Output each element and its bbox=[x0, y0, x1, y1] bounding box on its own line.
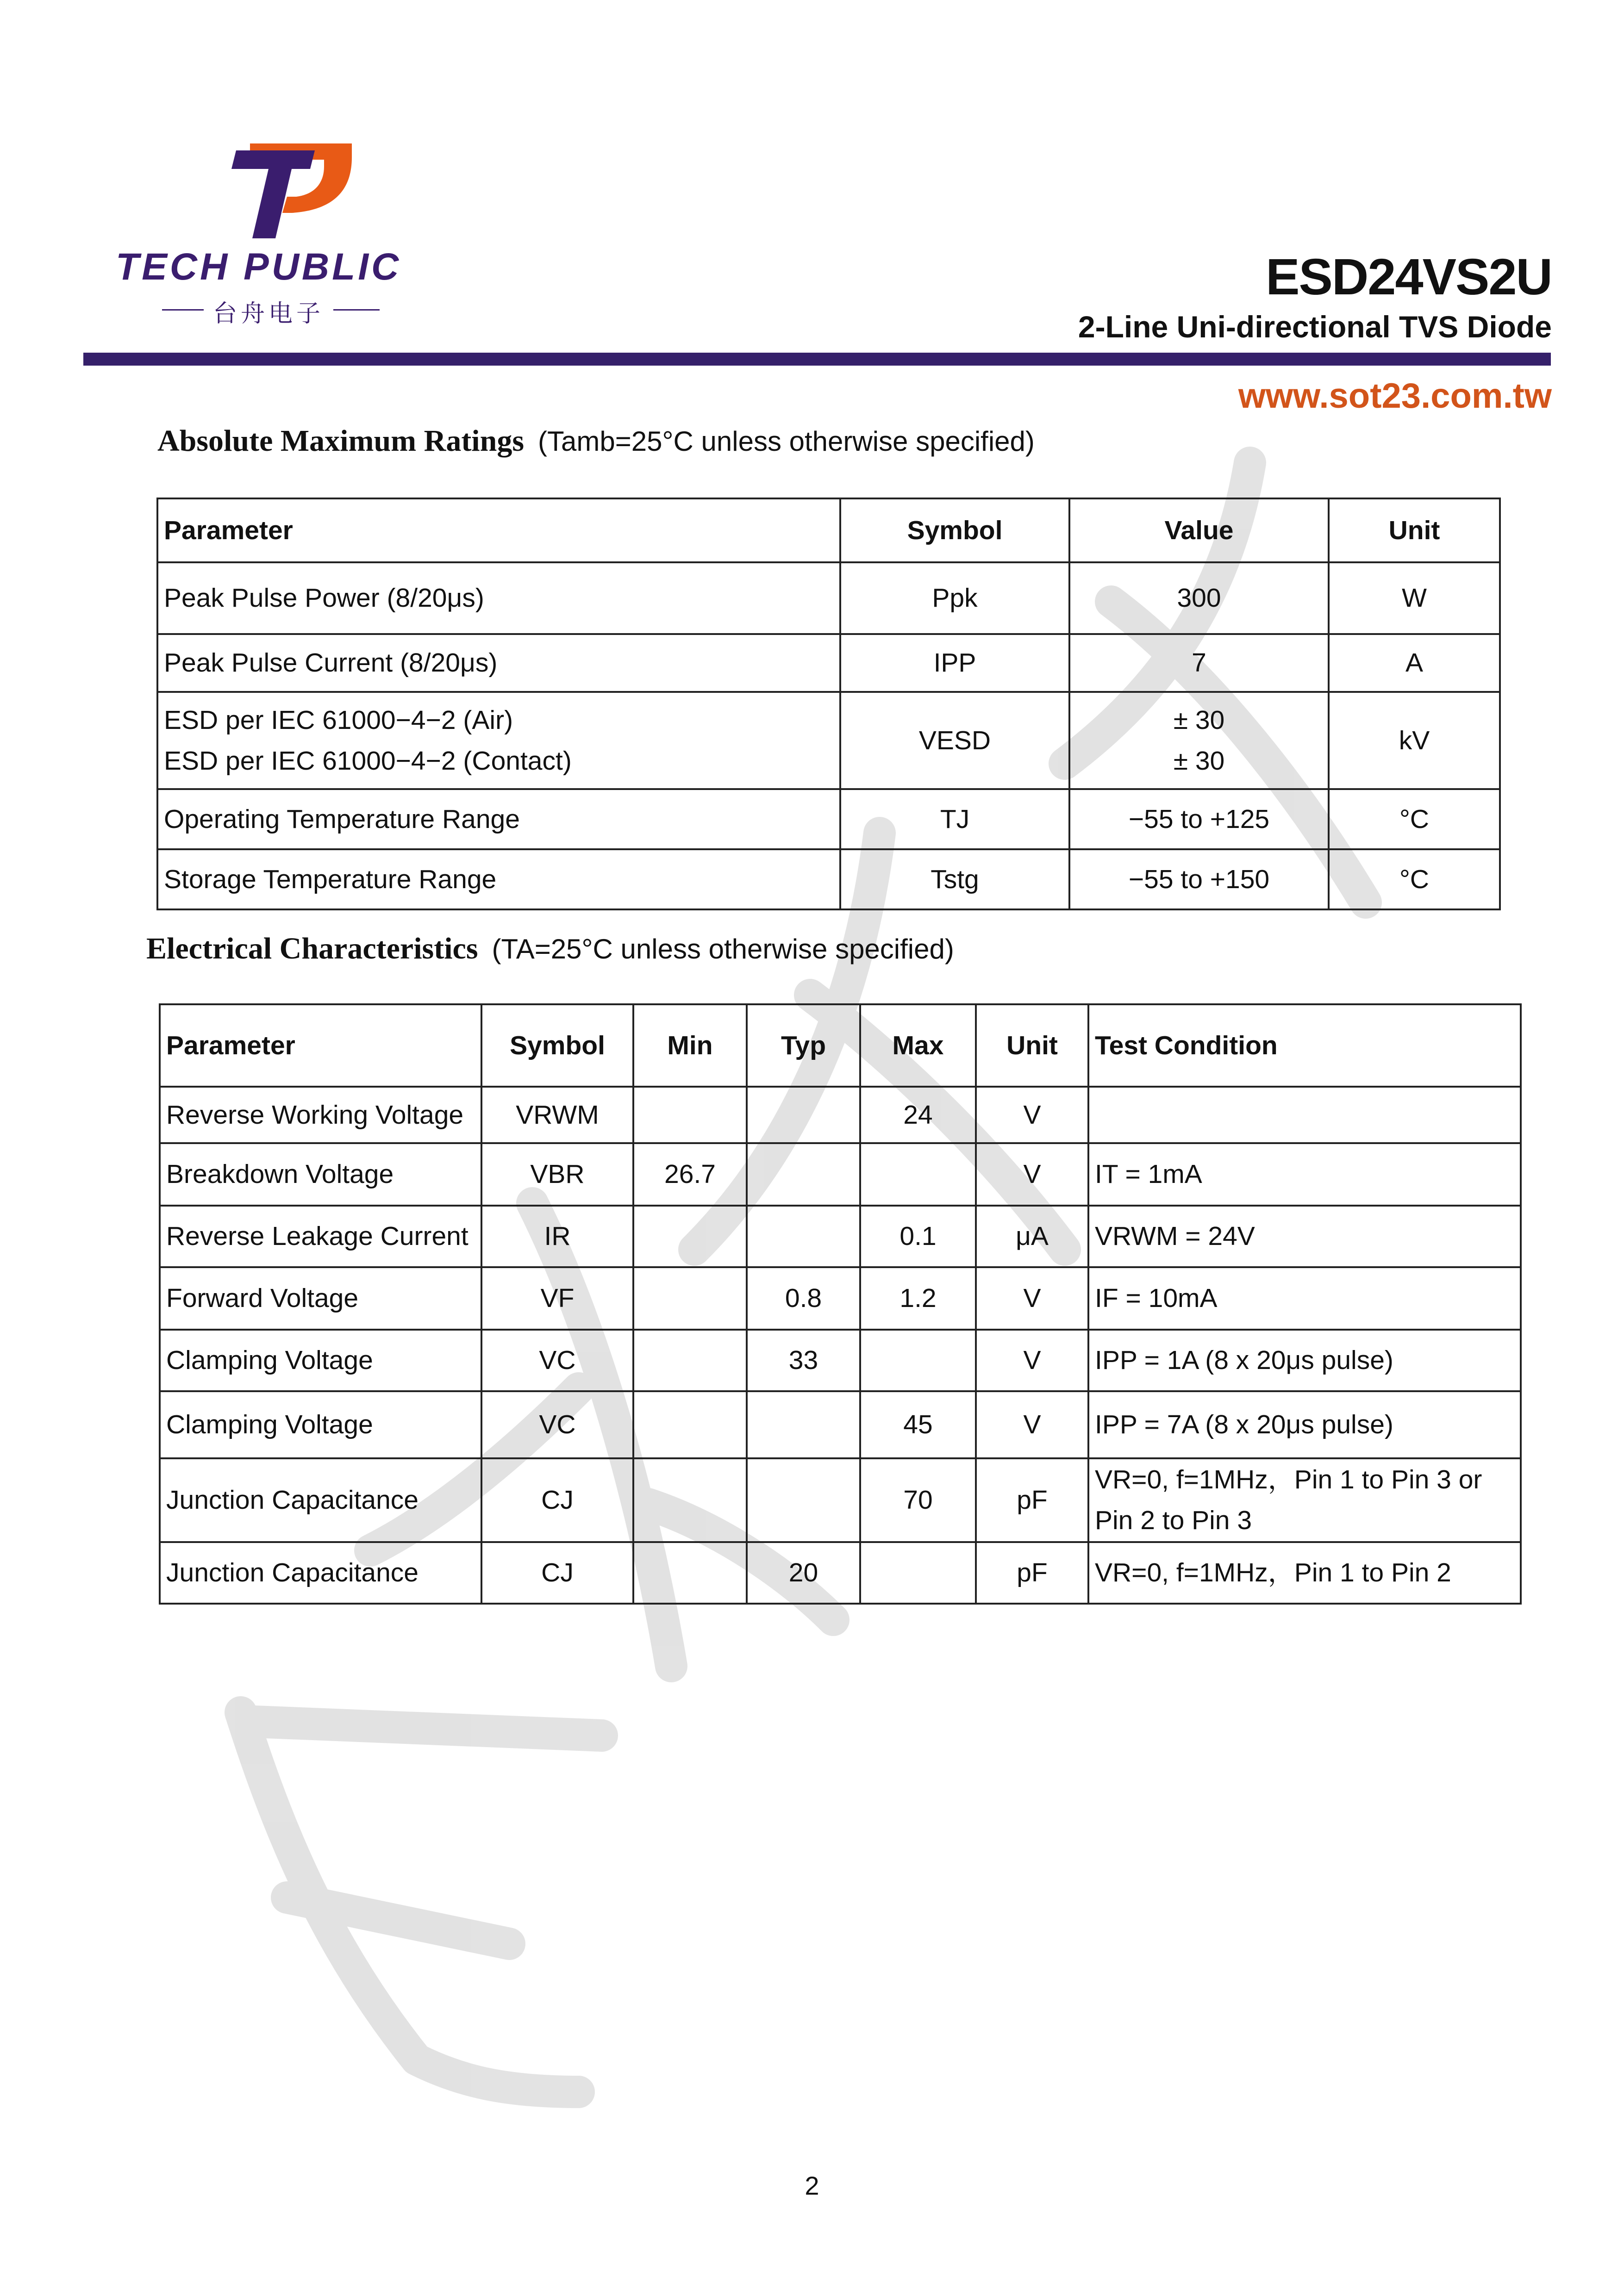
cell-symbol: CJ bbox=[481, 1542, 633, 1604]
cell-value: 300 bbox=[1069, 562, 1329, 634]
cell-unit: °C bbox=[1329, 849, 1500, 909]
cell-parameter-line: ESD per IEC 61000−4−2 (Air) bbox=[164, 705, 513, 735]
cell-min bbox=[633, 1206, 747, 1267]
cell-condition: IPP = 7A (8 x 20μs pulse) bbox=[1088, 1391, 1521, 1458]
col-unit: Unit bbox=[976, 1004, 1088, 1087]
cell-unit: W bbox=[1329, 562, 1500, 634]
col-symbol: Symbol bbox=[840, 498, 1069, 562]
cell-condition-line: Pin 2 to Pin 3 bbox=[1095, 1506, 1252, 1536]
cell-typ: 33 bbox=[747, 1330, 860, 1391]
cell-parameter: Peak Pulse Current (8/20μs) bbox=[157, 634, 840, 692]
website-url: www.sot23.com.tw bbox=[1238, 376, 1552, 416]
page-number: 2 bbox=[805, 2171, 819, 2200]
elec-note: (TA=25°C unless otherwise specified) bbox=[492, 933, 954, 964]
cell-value: −55 to +150 bbox=[1069, 849, 1329, 909]
cell-typ bbox=[747, 1391, 860, 1458]
cell-unit: V bbox=[976, 1330, 1088, 1391]
cell-condition: IPP = 1A (8 x 20μs pulse) bbox=[1088, 1330, 1521, 1391]
table-row bbox=[157, 634, 1500, 692]
logo-subtitle: 台舟电子 bbox=[212, 300, 324, 328]
cell-symbol: VESD bbox=[840, 692, 1069, 789]
cell-typ bbox=[747, 1087, 860, 1143]
table-row bbox=[160, 1087, 1521, 1143]
cell-value: −55 to +125 bbox=[1069, 789, 1329, 849]
cell-parameter: Reverse Leakage Current bbox=[160, 1206, 481, 1267]
cell-unit: kV bbox=[1329, 692, 1500, 789]
cell-symbol: VC bbox=[481, 1330, 633, 1391]
cell-symbol: VBR bbox=[481, 1143, 633, 1206]
cell-condition: VRWM = 24V bbox=[1088, 1206, 1521, 1267]
col-typ: Typ bbox=[747, 1004, 860, 1087]
cell-symbol: VC bbox=[481, 1391, 633, 1458]
cell-parameter: Junction Capacitance bbox=[160, 1458, 481, 1542]
cell-min bbox=[633, 1542, 747, 1604]
cell-max: 70 bbox=[860, 1458, 976, 1542]
abs-max-heading bbox=[157, 423, 1035, 459]
cell-parameter: Storage Temperature Range bbox=[157, 849, 840, 909]
part-number: ESD24VS2U bbox=[1266, 249, 1552, 305]
cell-parameter: Operating Temperature Range bbox=[157, 789, 840, 849]
cell-unit: V bbox=[976, 1143, 1088, 1206]
cell-symbol: VRWM bbox=[481, 1087, 633, 1143]
abs-max-title: Absolute Maximum Ratings bbox=[157, 424, 525, 458]
header-divider bbox=[83, 353, 1551, 366]
table-row bbox=[160, 1458, 1521, 1542]
col-unit: Unit bbox=[1329, 498, 1500, 562]
cell-value: 7 bbox=[1069, 634, 1329, 692]
table-row bbox=[160, 1391, 1521, 1458]
logo-rule-right bbox=[333, 309, 380, 311]
cell-parameter: Junction Capacitance bbox=[160, 1542, 481, 1604]
col-condition: Test Condition bbox=[1088, 1004, 1521, 1087]
cell-condition bbox=[1088, 1087, 1521, 1143]
cell-parameter bbox=[157, 692, 840, 789]
abs-max-note: (Tamb=25°C unless otherwise specified) bbox=[538, 426, 1035, 457]
cell-parameter: Breakdown Voltage bbox=[160, 1143, 481, 1206]
cell-max: 0.1 bbox=[860, 1206, 976, 1267]
cell-typ bbox=[747, 1458, 860, 1542]
cell-condition: VR=0, f=1MHz，Pin 1 to Pin 2 bbox=[1088, 1542, 1521, 1604]
cell-symbol: IPP bbox=[840, 634, 1069, 692]
cell-min bbox=[633, 1391, 747, 1458]
cell-typ: 0.8 bbox=[747, 1267, 860, 1330]
cell-value-line: ± 30 bbox=[1173, 705, 1225, 735]
cell-unit: pF bbox=[976, 1542, 1088, 1604]
cell-parameter: Clamping Voltage bbox=[160, 1330, 481, 1391]
cell-unit: °C bbox=[1329, 789, 1500, 849]
part-description: 2-Line Uni-directional TVS Diode bbox=[1078, 310, 1552, 344]
cell-symbol: CJ bbox=[481, 1458, 633, 1542]
cell-condition: IT = 1mA bbox=[1088, 1143, 1521, 1206]
cell-value bbox=[1069, 692, 1329, 789]
cell-max: 24 bbox=[860, 1087, 976, 1143]
cell-max: 45 bbox=[860, 1391, 976, 1458]
elec-title: Electrical Characteristics bbox=[146, 932, 478, 965]
cell-unit: V bbox=[976, 1087, 1088, 1143]
cell-condition-line: VR=0, f=1MHz，Pin 1 to Pin 3 or bbox=[1095, 1465, 1482, 1494]
table-header-row bbox=[157, 498, 1500, 562]
cell-unit: pF bbox=[976, 1458, 1088, 1542]
cell-max: 1.2 bbox=[860, 1267, 976, 1330]
col-value: Value bbox=[1069, 498, 1329, 562]
cell-min bbox=[633, 1087, 747, 1143]
cell-typ: 20 bbox=[747, 1542, 860, 1604]
cell-symbol: Ppk bbox=[840, 562, 1069, 634]
cell-max bbox=[860, 1143, 976, 1206]
cell-min: 26.7 bbox=[633, 1143, 747, 1206]
company-logo bbox=[111, 139, 426, 333]
abs-max-table bbox=[156, 498, 1501, 910]
cell-unit: A bbox=[1329, 634, 1500, 692]
cell-unit: V bbox=[976, 1267, 1088, 1330]
col-parameter: Parameter bbox=[157, 498, 840, 562]
logo-name: TECH PUBLIC bbox=[116, 246, 402, 288]
cell-symbol: IR bbox=[481, 1206, 633, 1267]
cell-unit: V bbox=[976, 1391, 1088, 1458]
cell-min bbox=[633, 1330, 747, 1391]
cell-min bbox=[633, 1458, 747, 1542]
cell-condition bbox=[1088, 1458, 1521, 1542]
table-header-row bbox=[160, 1004, 1521, 1087]
table-row bbox=[157, 849, 1500, 909]
col-symbol: Symbol bbox=[481, 1004, 633, 1087]
cell-value-line: ± 30 bbox=[1173, 746, 1225, 776]
tp-logo-mark bbox=[111, 139, 426, 255]
cell-condition: IF = 10mA bbox=[1088, 1267, 1521, 1330]
table-row bbox=[160, 1330, 1521, 1391]
col-parameter: Parameter bbox=[160, 1004, 481, 1087]
cell-typ bbox=[747, 1143, 860, 1206]
elec-char-table bbox=[159, 1003, 1522, 1605]
cell-parameter: Peak Pulse Power (8/20μs) bbox=[157, 562, 840, 634]
cell-parameter: Clamping Voltage bbox=[160, 1391, 481, 1458]
cell-symbol: TJ bbox=[840, 789, 1069, 849]
cell-parameter-line: ESD per IEC 61000−4−2 (Contact) bbox=[164, 746, 572, 776]
cell-max bbox=[860, 1330, 976, 1391]
table-row bbox=[160, 1267, 1521, 1330]
cell-typ bbox=[747, 1206, 860, 1267]
table-row bbox=[160, 1206, 1521, 1267]
table-row bbox=[157, 789, 1500, 849]
cell-symbol: VF bbox=[481, 1267, 633, 1330]
table-row bbox=[160, 1542, 1521, 1604]
cell-unit: μA bbox=[976, 1206, 1088, 1267]
table-row bbox=[157, 692, 1500, 789]
elec-heading bbox=[146, 931, 954, 966]
table-row bbox=[160, 1143, 1521, 1206]
cell-parameter: Forward Voltage bbox=[160, 1267, 481, 1330]
cell-min bbox=[633, 1267, 747, 1330]
cell-symbol: Tstg bbox=[840, 849, 1069, 909]
table-row bbox=[157, 562, 1500, 634]
cell-max bbox=[860, 1542, 976, 1604]
cell-parameter: Reverse Working Voltage bbox=[160, 1087, 481, 1143]
col-max: Max bbox=[860, 1004, 976, 1087]
col-min: Min bbox=[633, 1004, 747, 1087]
